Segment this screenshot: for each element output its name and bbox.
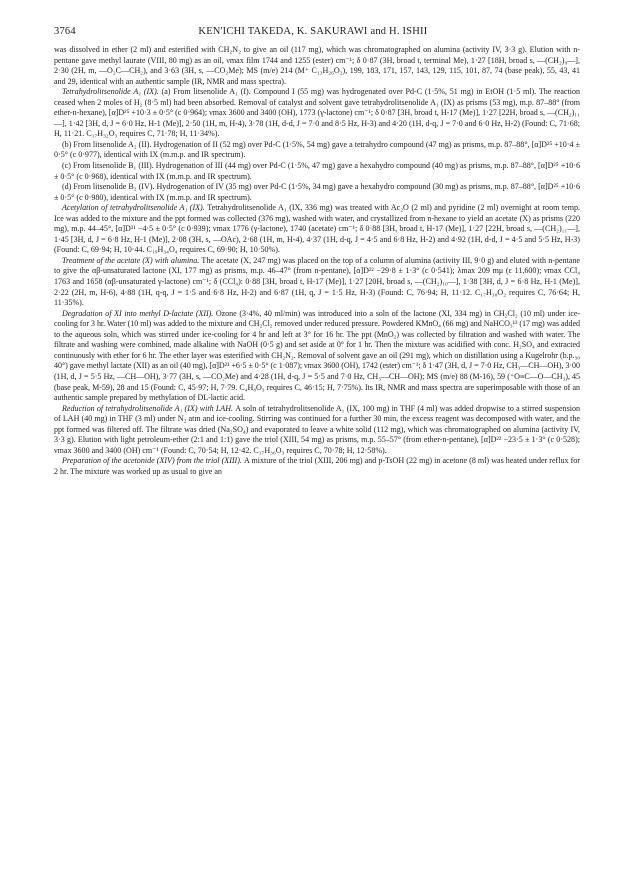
- paragraph-heading: Reduction of tetrahydrolitsenolide A₁ (IX) with LAH.: [62, 403, 236, 413]
- paragraph-methyl-laurate: was dissolved in ether (2 ml) and esterified with CH₂N₂ to give an oil (117 mg), which was chromatographed on alumina (activity IV, 3·3 g). Elution with n-pentane gave methyl laurate (VIII, 80 mg) as an oil, νmax film 1744 and 1255 (ester) cm⁻¹; δ 0·87 (3H, broad t, terminal Me), 1·27 [18H, broad s, —(CH₂)₉—], 2·30 (2H, m, —O₂C—CH₂), and 3·63 (3H, s, —CO₂Me); MS (m/e) 214 (M⁺ C₁₃H₂₆O₂), 199, 183, 171, 157, 143, 129, 115, 101, 87, 74 (base peak), 55, 43, 41 and 29, identical with an authentic sample (IR, NMR and mass spectra).: [54, 45, 580, 86]
- paragraph-heading: Degradation of XI into methyl D-lactate (XII).: [62, 308, 216, 318]
- paragraph-degradation: Degradation of XI into methyl D-lactate (XII). Ozone (3·4%, 40 ml/min) was introduced into a soln of the lactone (XI, 334 mg) in CH₂Cl₂ (10 ml) under ice-cooling for 3 hr. Water (10 ml) was added to the mixture and CH₂Cl₂ removed under reduced pressure. Powdered KMnO₄ (66 mg) and NaHCO₃¹³ (17 mg) was added to the aqueous soln, which was stirred under ice-cooling for 4 hr and left at 3° for 16 hr. The ppt (MnO₂) was collected by filtration and washed with water. The filtrate and washing were combined, made alkaline with NaOH (0·5 g) and set aside at 0° for 1 hr. Then the mixture was acidified with conc. H₂SO₄ and extracted continuously with ether for 6 hr. The ether layer was esterified with CH₂N₂. Removal of solvent gave an oil (291 mg), which on distillation using a Kugelrohr (b.p.₃₀ 40°) gave methyl lactate (XII) as an oil (40 mg), [α]D²¹ +6·5 ± 0·5° (c 1·087); νmax 3600 (OH), 1742 (ester) cm⁻¹; δ 1·47 (3H, d, J = 7·0 Hz, CH₃—CH—OH), 3·00 (1H, d, J = 5·5 Hz, —CH—OH), 3·77 (3H, s, —CO₂Me) and 4·28 (1H, d-q, J = 5·5 and 7·0 Hz, CH₃—CH—OH); MS (m/e) 88 (M-16), 59 (⁺O≡C—O—CH₃), 45 (base peak, M-59), 28 and 15 (Found: C, 45·97; H, 7·79. C₄H₈O₃ requires C, 46·15; H, 7·75%). Its IR, NMR and mass spectra are superimposable with those of an authentic sample prepared by methylation of DL-lactic acid.: [54, 308, 580, 403]
- paragraph-heading: Acetylation of tetrahydrolitsenolide A₁ (IX).: [62, 203, 208, 213]
- paragraph-from-litsenolide-b1: (c) From litsenolide B₁ (III). Hydrogenation of III (44 mg) over Pd-C (1·5%, 47 mg) gave a hexahydro compound (40 mg) as prisms, m.p. 87–88°, [α]D²⁵ +10·6 ± 0·5° (c 0·968), identical with IX (m.m.p. and IR spectrum).: [54, 161, 580, 181]
- paragraph-tetrahydrolitsenolide-a1: Tetrahydrolitsenolide A₁ (IX). (a) From litsenolide A₁ (I). Compound I (55 mg) was hydrogenated over Pd-C (1·5%, 51 mg) in EtOH (1·5 ml). The reaction ceased when 2 moles of H₂ (8·5 ml) had been absorbed. Removal of catalyst and solvent gave tetrahydrolitsenolide A₁ (IX) as prisms (53 mg), m.p. 87–88° (from ether-n-hexane), [α]D²⁵ +10·3 ± 0·5° (c 0·964); νmax 3600 and 3400 (OH), 1773 (γ-lactone) cm⁻¹; δ 0·87 [3H, broad t, H-17 (Me)], 1·27 [22H, broad s, —(CH₂)₁₁—], 1·42 [3H, d, J = 6·0 Hz, H-1 (Me)], 2·50 (1H, m, H-4), 3·78 (1H, d-d, J = 7·0 and 8·5 Hz, H-3) and 4·20 (1H, d-q, J = 7·0 and 6·0 Hz, H-2) (Found: C, 71·68; H, 11·21. C₁₇H₃₂O₃ requires C, 71·78; H, 11·34%).: [54, 87, 581, 139]
- paragraph-from-litsenolide-b2: (d) From litsenolide B₂ (IV). Hydrogenation of IV (35 mg) over Pd-C (1·5%, 34 mg) gave a hexahydro compound (30 mg) as prisms, m.p. 87–88°, [α]D²⁵ +10·6 ± 0·5° (c 0·980), identical with IX (m.m.p. and IR spectrum).: [54, 182, 580, 202]
- paragraph-heading: Treatment of the acetate (X) with alumina.: [62, 255, 202, 265]
- paragraph-alumina-treatment: Treatment of the acetate (X) with alumina. The acetate (X, 247 mg) was placed on the top of a column of alumina (activity III, 9·0 g) and eluted with n-pentane to give the αβ-unsaturated lactone (XI, 177 mg) as prisms, m.p. 46–47° (from n-pentane), [α]D²² −29·8 ± 1·3° (c 0·541); λmax 209 mμ (ε 11,600); νmax CCl₄ 1763 and 1658 (αβ-unsaturated γ-lactone) cm⁻¹; δ (CCl₄): 0·88 [3H, broad t, H-17 (Me)], 1·27 [20H, broad s, —(CH₂)₁₀—], 1·38 [3H, d, J = 6·8 Hz, H-1 (Me)], 2·22 (2H, m, H-6), 4·88 (1H, q-q, J = 1·5 and 6·8 Hz, H-2) and 6·87 (1H, q, J = 1·5 Hz, H-3) (Found: C, 76·94; H, 11·12. C₁₇H₃₀O₂ requires C, 76·64; H, 11·35%).: [54, 255, 580, 308]
- paragraph-lah-reduction: Reduction of tetrahydrolitsenolide A₁ (IX) with LAH. A soln of tetrahydrolitsenolide A₁ (IX, 100 mg) in THF (4 ml) was added dropwise to a stirred suspension of LAH (40 mg) in THF (3 ml) under N₂ atm and ice-cooling. Stirring was continued for a further 30 min, the excess reagent was decomposed with water, and the ppt formed was filtered off. The filtrate was dried (Na₂SO₄) and evaporated to leave a white solid (112 mg), which was chromatographed on alumina (activity IV, 3·3 g). Elution with light petroleum-ether (2:1 and 1:1) gave the triol (XIII, 54 mg) as prisms, m.p. 55–57° (from ether-n-pentane), [α]D²² −23·5 ± 1·3° (c 0·528); νmax 3600 and 3400 (OH) cm⁻¹ (Found: C, 70·54; H, 12·42. C₁₇H₃₆O₃ requires C, 70·78; H, 12·58%).: [54, 403, 580, 455]
- running-header-authors: KEN'ICHI TAKEDA, K. SAKURAWI and H. ISHII: [198, 26, 428, 37]
- journal-page: [54, 26, 580, 477]
- paragraph-from-litsenolide-a2: (b) From litsenolide A₂ (II). Hydrogenation of II (52 mg) over Pd-C (1·5%, 54 mg) gave a tetrahydro compound (47 mg) as prisms, m.p. 87–88°, [α]D²⁵ +10·4 ± 0·5° (c 0·977), identical with IX (m.m.p. and IR spectrum).: [54, 139, 580, 160]
- paragraph-acetylation: Acetylation of tetrahydrolitsenolide A₁ (IX). Tetrahydrolitsenolide A₁ (IX, 336 mg) was treated with Ac₂O (2 ml) and pyridine (2 ml) overnight at room temp. Ice was added to the mixture and the ppt formed was collected (376 mg), washed with water, and crystallized from n-hexane to yield an acetate (X) as prisms (220 mg), m.p. 44–45°, [α]D²¹ −4·5 ± 0·5° (c 0·939); νmax 1776 (γ-lactone), 1740 (acetate) cm⁻¹; δ 0·88 [3H, broad t, H-17 (Me)], 1·27 [22H, broad s, —(CH₂)₁₁—], 1·45 [3H, d, J = 6·8 Hz, H-1 (Me)], 2·08 (3H, s, —OAc), 2·68 (1H, m, H-4), 4·37 (1H, d-q, J = 4·5 and 6·8 Hz, H-2) and 4·92 (1H, d-d, J = 4·5 and 5·5 Hz, H-3) (Found: C, 69·94; H, 10·44. C₁₉H₃₄O₄ requires C, 69·90; H, 10·50%).: [54, 203, 580, 255]
- body-text: [54, 45, 580, 477]
- paragraph-heading: Tetrahydrolitsenolide A₁ (IX).: [62, 87, 162, 97]
- running-header: [54, 26, 580, 37]
- paragraph-heading: Preparation of the acetonide (XIV) from the triol (XIII).: [62, 456, 245, 466]
- paragraph-acetonide: Preparation of the acetonide (XIV) from the triol (XIII). A mixture of the triol (XIII, 206 mg) and p-TsOH (22 mg) in acetone (8 ml) was heated under reflux for 2 hr. The mixture was worked up as usual to give an: [54, 456, 580, 476]
- page-number: 3764: [54, 26, 76, 37]
